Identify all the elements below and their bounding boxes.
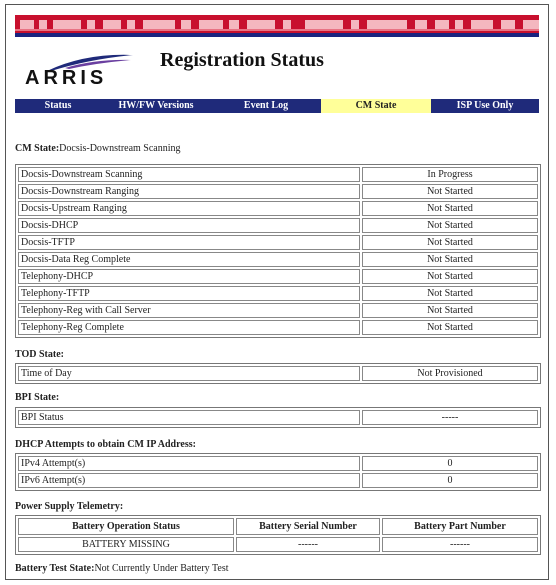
table-row [18,201,538,216]
page-title: Registration Status [160,49,324,71]
battery-part-number: ------ [382,537,538,552]
cm-step-name: Docsis-Downstream Scanning [18,167,360,182]
page-frame [5,4,549,580]
cm-state-value: Docsis-Downstream Scanning [59,143,181,154]
table-row [18,252,538,267]
tod-name: Time of Day [18,366,360,381]
logo-text: ARRIS [25,67,108,89]
bpi-state-label: BPI State: [15,392,60,403]
cm-step-status: Not Started [362,320,538,335]
cm-step-name: Telephony-Reg with Call Server [18,303,360,318]
bpi-table [15,407,541,428]
tod-table [15,363,541,384]
cm-step-status: Not Started [362,201,538,216]
tab-status[interactable]: Status [44,100,72,111]
cm-state-line [15,143,181,154]
page-header [15,37,539,99]
tab-isp-use-only[interactable]: ISP Use Only [456,100,514,111]
battery-test-label: Battery Test State: [15,563,95,574]
cm-step-status: Not Started [362,235,538,250]
power-supply-label: Power Supply Telemetry: [15,501,124,512]
battery-test-value: Not Currently Under Battery Test [94,563,229,574]
table-header-row [18,518,538,535]
table-row [18,184,538,199]
ipv4-name: IPv4 Attempt(s) [18,456,360,471]
cm-step-status: Not Started [362,286,538,301]
ipv6-name: IPv6 Attempt(s) [18,473,360,488]
tab-event-log[interactable]: Event Log [243,100,289,111]
top-banner [15,15,539,37]
tab-hw-fw-versions[interactable]: HW/FW Versions [118,100,194,111]
tod-status: Not Provisioned [362,366,538,381]
table-row [18,235,538,250]
table-row [18,303,538,318]
power-table [15,515,541,555]
cm-step-status: Not Started [362,303,538,318]
table-row [18,410,538,425]
cm-step-status: In Progress [362,167,538,182]
battery-serial-number: ------ [236,537,380,552]
header-battery-operation-status: Battery Operation Status [18,518,234,535]
cm-step-name: Docsis-Data Reg Complete [18,252,360,267]
cm-step-name: Telephony-Reg Complete [18,320,360,335]
table-row [18,320,538,335]
cm-step-status: Not Started [362,184,538,199]
dhcp-attempts-label: DHCP Attempts to obtain CM IP Address: [15,439,196,450]
table-row [18,269,538,284]
table-row [18,366,538,381]
ipv4-count: 0 [362,456,538,471]
tod-state-label: TOD State: [15,349,64,360]
cm-step-name: Docsis-Upstream Ranging [18,201,360,216]
table-row [18,218,538,233]
bpi-status: ----- [362,410,538,425]
cm-step-status: Not Started [362,252,538,267]
table-row [18,167,538,182]
ipv6-count: 0 [362,473,538,488]
tab-cm-state[interactable]: CM State [321,99,431,113]
cm-state-table [15,164,541,338]
table-row [18,473,538,488]
cm-step-name: Docsis-TFTP [18,235,360,250]
cm-step-status: Not Started [362,218,538,233]
cm-step-name: Telephony-DHCP [18,269,360,284]
cm-state-label: CM State: [15,143,60,154]
nav-bar [15,99,539,113]
table-row [18,537,538,552]
battery-operation-status: BATTERY MISSING [18,537,234,552]
arris-logo [25,51,135,91]
header-battery-part-number: Battery Part Number [382,518,538,535]
cm-step-status: Not Started [362,269,538,284]
dhcp-table [15,453,541,491]
bpi-name: BPI Status [18,410,360,425]
battery-test-line [15,563,229,574]
cm-step-name: Telephony-TFTP [18,286,360,301]
table-row [18,456,538,471]
cm-step-name: Docsis-Downstream Ranging [18,184,360,199]
header-battery-serial-number: Battery Serial Number [236,518,380,535]
table-row [18,286,538,301]
cm-step-name: Docsis-DHCP [18,218,360,233]
